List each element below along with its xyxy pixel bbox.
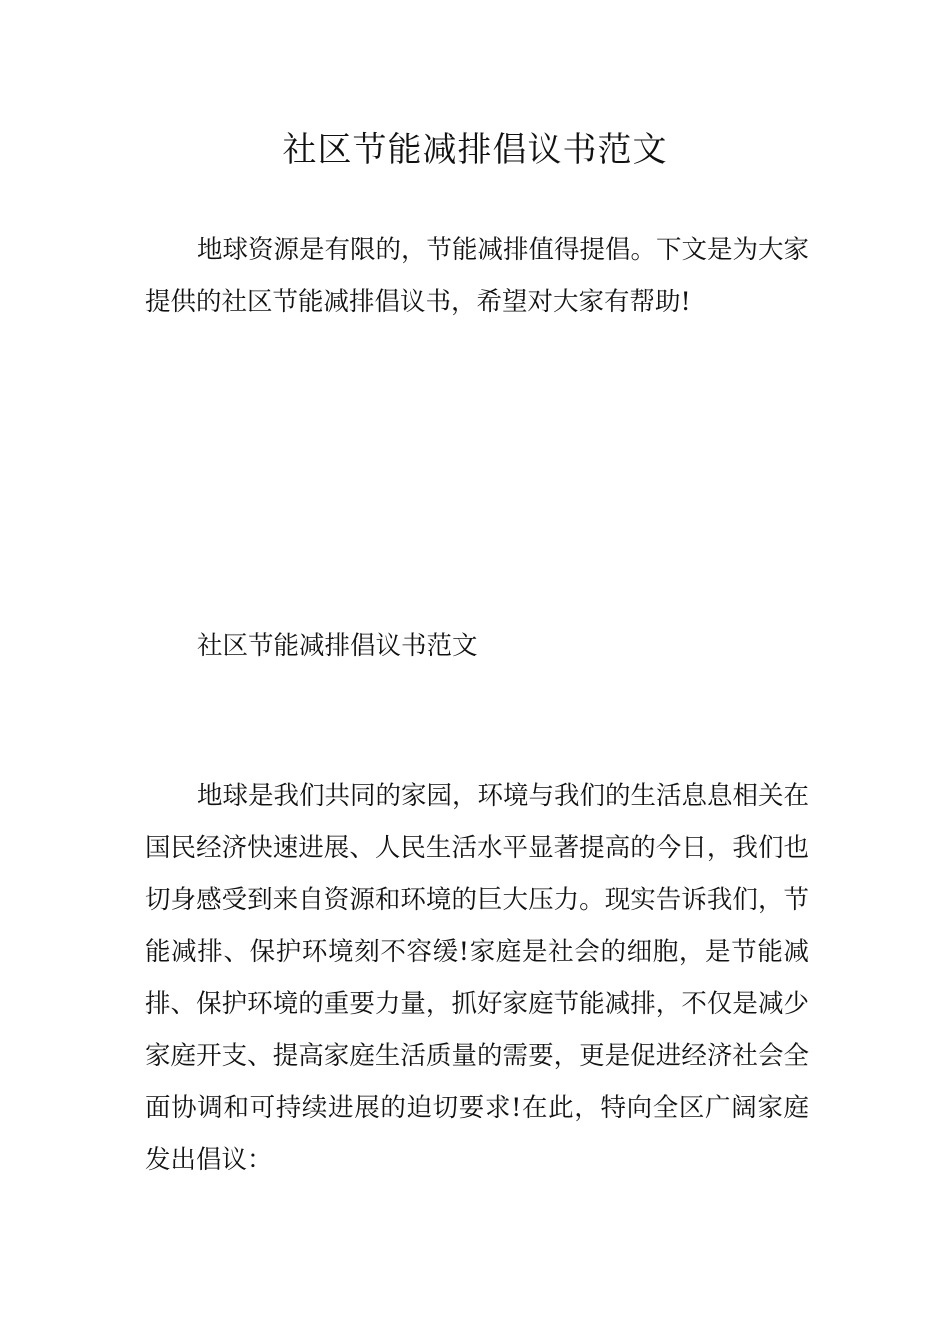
page-title: 社区节能减排倡议书范文 bbox=[282, 130, 668, 170]
intro-paragraph: 地球资源是有限的，节能减排值得提倡。下文是为大家提供的社区节能减排倡议书，希望对大家有帮助! bbox=[145, 235, 810, 317]
section-heading: 社区节能减排倡议书范文 bbox=[197, 631, 478, 661]
body-paragraph: 地球是我们共同的家园，环境与我们的生活息息相关在国民经济快速进展、人民生活水平显著提高的今日，我们也切身感受到来自资源和环境的巨大压力。现实告诉我们，节能减排、保护环境刻不容缓!家庭是社会的细胞，是节能减排、保护环境的重要力量，抓好家庭节能减排，不仅是减少家庭开支、提高家庭生活质量的需要，更是促进经济社会全面协调和可持续进展的迫切要求!在此，特向全区广阔家庭发出倡议： bbox=[145, 781, 810, 1175]
